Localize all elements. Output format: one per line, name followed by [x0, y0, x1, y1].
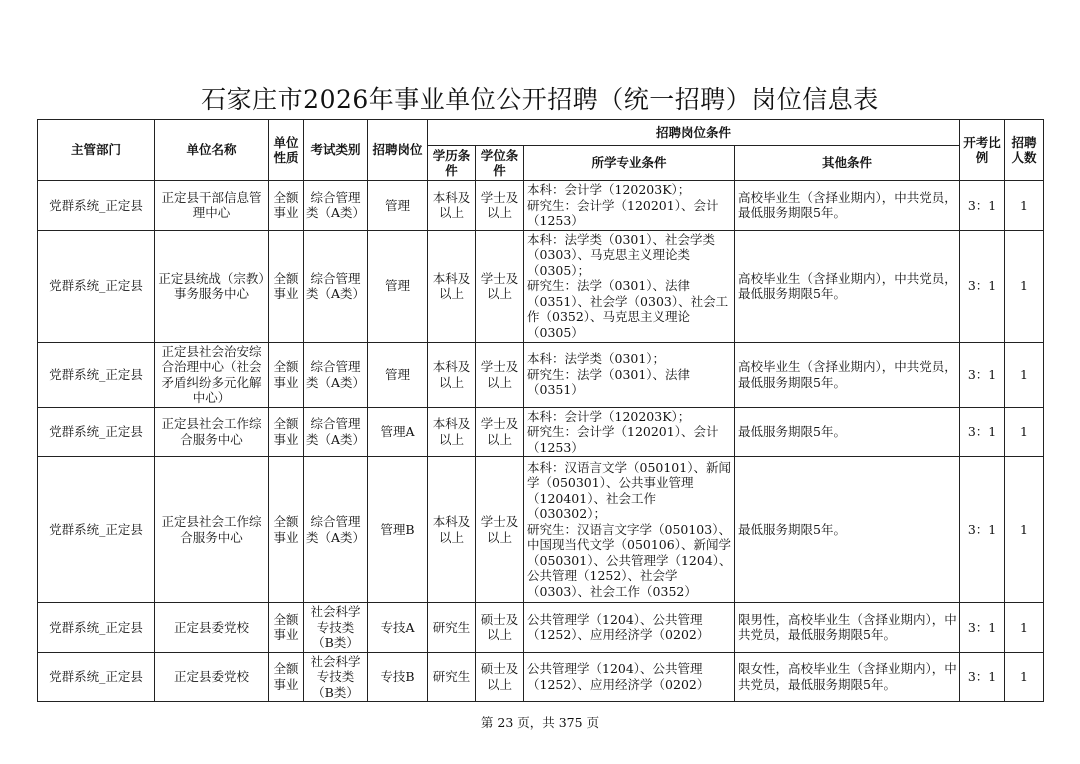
major-cell [524, 230, 735, 342]
major-line: 本科：汉语言文学（050101）、新闻学（050301）、公共事业管理（120401）、社会工作（030302）； [527, 459, 731, 522]
page-title: 石家庄市2026年事业单位公开招聘（统一招聘）岗位信息表 [201, 85, 879, 114]
post-cell: 管理A [368, 407, 428, 457]
dept-cell: 党群系统_正定县 [38, 181, 155, 231]
page-footer: 第 23 页，共 375 页 [480, 715, 600, 730]
degree-cell: 硕士及以上 [476, 603, 524, 653]
ratio-cell: 3：1 [960, 342, 1005, 407]
degree-cell: 硕士及以上 [476, 652, 524, 702]
major-line: 研究生：会计学（120201）、会计（1253） [527, 424, 719, 455]
unit-name-cell: 正定县社会工作综合服务中心 [155, 407, 269, 457]
education-cell: 本科及以上 [428, 181, 476, 231]
major-line: 研究生：汉语言文字学（050103）、中国现当代文学（050106）、新闻学（050301）、公共管理学（1204）、公共管理（1252）、社会学（0303）、社会工作（0352） [527, 521, 732, 599]
ratio-cell: 3：1 [960, 457, 1005, 603]
count-cell: 1 [1005, 652, 1044, 702]
header-exam: 考试类别 [304, 120, 368, 181]
other-conditions-cell: 限男性，高校毕业生（含择业期内），中共党员，最低服务期限5年。 [735, 603, 960, 653]
header-edu: 学历条件 [428, 146, 476, 181]
major-cell [524, 342, 735, 407]
ratio-cell: 3：1 [960, 652, 1005, 702]
count-cell: 1 [1005, 457, 1044, 603]
education-cell: 本科及以上 [428, 342, 476, 407]
unit-name-cell: 正定县干部信息管理中心 [155, 181, 269, 231]
unit-name-cell: 正定县统战（宗教）事务服务中心 [155, 230, 269, 342]
major-line: 本科：法学类（0301）； [527, 351, 666, 367]
dept-cell: 党群系统_正定县 [38, 603, 155, 653]
other-conditions-cell: 最低服务期限5年。 [735, 407, 960, 457]
post-cell: 专技A [368, 603, 428, 653]
positions-table [37, 119, 1044, 702]
ratio-cell: 3：1 [960, 407, 1005, 457]
count-cell: 1 [1005, 603, 1044, 653]
header-count: 招聘人数 [1005, 120, 1044, 181]
other-conditions-cell: 高校毕业生（含择业期内），中共党员，最低服务期限5年。 [735, 230, 960, 342]
unit-nature-cell: 全额事业 [269, 342, 304, 407]
education-cell: 本科及以上 [428, 407, 476, 457]
table-row [38, 652, 1044, 702]
education-cell: 本科及以上 [428, 457, 476, 603]
count-cell: 1 [1005, 342, 1044, 407]
dept-cell: 党群系统_正定县 [38, 407, 155, 457]
table-row [38, 457, 1044, 603]
header-conditions: 招聘岗位条件 [428, 120, 960, 146]
unit-nature-cell: 全额事业 [269, 181, 304, 231]
dept-cell: 党群系统_正定县 [38, 652, 155, 702]
major-cell: 公共管理学（1204）、公共管理（1252）、应用经济学（0202） [524, 603, 735, 653]
education-cell: 研究生 [428, 652, 476, 702]
exam-type-cell: 综合管理类（A类） [304, 342, 368, 407]
unit-nature-cell: 全额事业 [269, 407, 304, 457]
other-conditions-cell: 限女性，高校毕业生（含择业期内），中共党员，最低服务期限5年。 [735, 652, 960, 702]
post-cell: 管理 [368, 230, 428, 342]
table-row [38, 342, 1044, 407]
major-line: 研究生：会计学（120201）、会计（1253） [527, 197, 719, 228]
ratio-cell: 3：1 [960, 181, 1005, 231]
degree-cell: 学士及以上 [476, 342, 524, 407]
header-degree: 学位条件 [476, 146, 524, 181]
post-cell: 管理B [368, 457, 428, 603]
degree-cell: 学士及以上 [476, 181, 524, 231]
dept-cell: 党群系统_正定县 [38, 342, 155, 407]
header-unit: 单位名称 [155, 120, 269, 181]
exam-type-cell: 社会科学专技类（B类） [304, 652, 368, 702]
post-cell: 管理 [368, 181, 428, 231]
table-row [38, 230, 1044, 342]
header-post: 招聘岗位 [368, 120, 428, 181]
post-cell: 管理 [368, 342, 428, 407]
major-line: 本科：会计学（120203K）； [527, 408, 691, 424]
major-cell: 公共管理学（1204）、公共管理（1252）、应用经济学（0202） [524, 652, 735, 702]
exam-type-cell: 综合管理类（A类） [304, 230, 368, 342]
unit-name-cell: 正定县委党校 [155, 652, 269, 702]
header-major: 所学专业条件 [524, 146, 735, 181]
degree-cell: 学士及以上 [476, 230, 524, 342]
exam-type-cell: 社会科学专技类（B类） [304, 603, 368, 653]
unit-nature-cell: 全额事业 [269, 603, 304, 653]
count-cell: 1 [1005, 407, 1044, 457]
major-cell [524, 181, 735, 231]
unit-name-cell: 正定县社会工作综合服务中心 [155, 457, 269, 603]
table-row [38, 603, 1044, 653]
degree-cell: 学士及以上 [476, 407, 524, 457]
unit-name-cell: 正定县社会治安综合治理中心（社会矛盾纠纷多元化解中心） [155, 342, 269, 407]
unit-nature-cell: 全额事业 [269, 652, 304, 702]
header-nature: 单位性质 [269, 120, 304, 181]
other-conditions-cell: 最低服务期限5年。 [735, 457, 960, 603]
exam-type-cell: 综合管理类（A类） [304, 181, 368, 231]
unit-nature-cell: 全额事业 [269, 230, 304, 342]
ratio-cell: 3：1 [960, 603, 1005, 653]
count-cell: 1 [1005, 230, 1044, 342]
education-cell: 本科及以上 [428, 230, 476, 342]
header-other: 其他条件 [735, 146, 960, 181]
other-conditions-cell: 高校毕业生（含择业期内），中共党员，最低服务期限5年。 [735, 342, 960, 407]
major-line: 研究生：法学（0301）、法律（0351） [527, 366, 691, 398]
major-cell [524, 457, 735, 603]
other-conditions-cell: 高校毕业生（含择业期内），中共党员，最低服务期限5年。 [735, 181, 960, 231]
exam-type-cell: 综合管理类（A类） [304, 407, 368, 457]
unit-nature-cell: 全额事业 [269, 457, 304, 603]
header-ratio: 开考比例 [960, 120, 1005, 181]
unit-name-cell: 正定县委党校 [155, 603, 269, 653]
count-cell: 1 [1005, 181, 1044, 231]
dept-cell: 党群系统_正定县 [38, 457, 155, 603]
major-line: 本科：会计学（120203K）； [527, 182, 691, 197]
major-line: 研究生：法学（0301）、法律（0351）、社会学（0303）、社会工作（0352）、马克思主义理论（0305） [527, 278, 729, 340]
exam-type-cell: 综合管理类（A类） [304, 457, 368, 603]
post-cell: 专技B [368, 652, 428, 702]
table-row [38, 181, 1044, 231]
dept-cell: 党群系统_正定县 [38, 230, 155, 342]
table-body [38, 181, 1044, 702]
header-dept: 主管部门 [38, 120, 155, 181]
major-line: 本科：法学类（0301）、社会学类（0303）、马克思主义理论类（0305）； [527, 231, 716, 278]
major-cell [524, 407, 735, 457]
ratio-cell: 3：1 [960, 230, 1005, 342]
table-row [38, 407, 1044, 457]
degree-cell: 学士及以上 [476, 457, 524, 603]
education-cell: 研究生 [428, 603, 476, 653]
